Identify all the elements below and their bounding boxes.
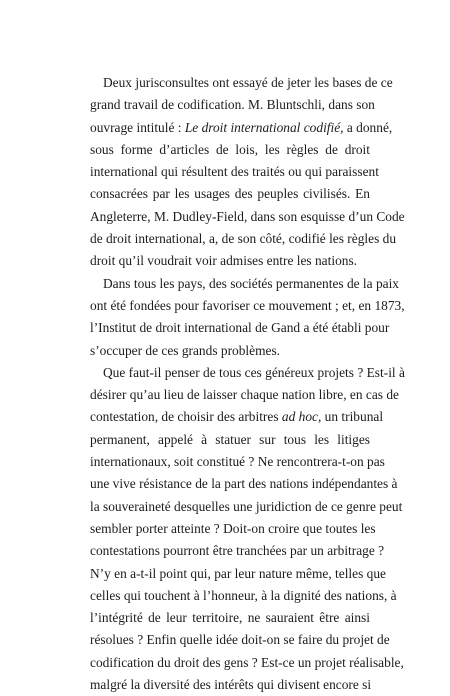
- text-run: grand travail de codification. M. Bluntschli, dans son: [90, 97, 375, 113]
- text-line: [90, 206, 405, 228]
- italic-text: Le droit international codifié,: [184, 119, 344, 135]
- text-line: [90, 406, 384, 428]
- text-run: sembler porter atteinte ? Doit-on croire que toutes les: [90, 520, 376, 536]
- text-run: résolues ? Enfin quelle idée doit-on se faire du projet de: [90, 632, 390, 648]
- text-run: Deux jurisconsultes ont essayé de jeter les bases de ce: [103, 75, 393, 90]
- text-line: [90, 629, 390, 651]
- text-run: international qui résultent des traités ou qui paraissent: [90, 164, 379, 180]
- text-run: malgré la diversité des intérêts qui divisent encore si: [90, 677, 372, 693]
- text-run: Dans tous les pays, des sociétés permanentes de la paix: [103, 275, 399, 291]
- text-line: [90, 72, 393, 94]
- text-run: contestation, de choisir des arbitres: [90, 409, 282, 425]
- text-run: ouvrage intitulé :: [90, 119, 185, 135]
- text-run: droit qu’il voudrait voir admises entre les nations.: [90, 253, 358, 269]
- text-run: s’occuper de ces grands problèmes.: [90, 342, 280, 358]
- text-run: la souveraineté desquelles une juridiction de ce genre peut: [90, 498, 403, 514]
- text-line: [90, 563, 386, 585]
- text-run: de droit international, a, de son côté, codifié les règles du: [90, 231, 397, 247]
- text-line: [90, 94, 375, 116]
- text-run: l’Institut de droit international de Gand a été établi pour: [90, 320, 390, 336]
- text-line: [90, 317, 390, 339]
- text-line: [90, 585, 397, 607]
- text-line: [90, 652, 404, 674]
- text-line: [90, 117, 393, 139]
- text-line: [90, 607, 370, 629]
- text-run: sous forme d’articles de lois, les règles de droit: [90, 141, 370, 157]
- text-line: [90, 228, 397, 250]
- text-line: [90, 518, 376, 540]
- text-run: celles qui touchent à l’honneur, à la dignité des nations, à: [90, 587, 397, 603]
- text-run: consacrées par les usages des peuples civilisés. En: [90, 186, 370, 202]
- text-line: [90, 473, 398, 495]
- text-line: [90, 340, 370, 362]
- text-run: N’y en a-t-il point qui, par leur nature même, telles que: [90, 565, 386, 581]
- body-text: [90, 72, 405, 696]
- text-run: Que faut-il penser de tous ces généreux projets ? Est-il à: [103, 364, 405, 380]
- text-line: [90, 250, 370, 272]
- text-run: contestations pourront être tranchées par un arbitrage ?: [90, 543, 385, 559]
- text-line: [90, 384, 399, 406]
- text-line: [90, 674, 370, 696]
- text-line: [90, 161, 379, 183]
- text-run: codification du droit des gens ? Est-ce un projet réalisable,: [90, 654, 404, 670]
- text-run: une vive résistance de la part des nations indépendantes à: [90, 476, 398, 492]
- text-run: désirer qu’au lieu de laisser chaque nation libre, en cas de: [90, 387, 399, 403]
- text-line: [90, 273, 399, 295]
- text-run: a donné,: [343, 119, 393, 135]
- text-run: un tribunal: [321, 409, 384, 425]
- text-line: [90, 451, 385, 473]
- text-line: [90, 295, 405, 317]
- text-line: [90, 139, 370, 161]
- text-line: [90, 183, 370, 205]
- text-run: Angleterre, M. Dudley-Field, dans son esquisse d’un Code: [90, 208, 405, 224]
- text-line: [90, 362, 405, 384]
- text-line: [90, 496, 403, 518]
- italic-text: ad hoc,: [281, 409, 322, 425]
- text-line: [90, 429, 370, 451]
- text-run: internationaux, soit constitué ? Ne rencontrera-t-on pas: [90, 454, 385, 470]
- text-run: l’intégrité de leur territoire, ne sauraient être ainsi: [90, 610, 370, 626]
- text-line: [90, 540, 385, 562]
- text-run: ont été fondées pour favoriser ce mouvement ; et, en 1873,: [90, 297, 405, 313]
- text-run: permanent, appelé à statuer sur tous les litiges: [90, 431, 370, 447]
